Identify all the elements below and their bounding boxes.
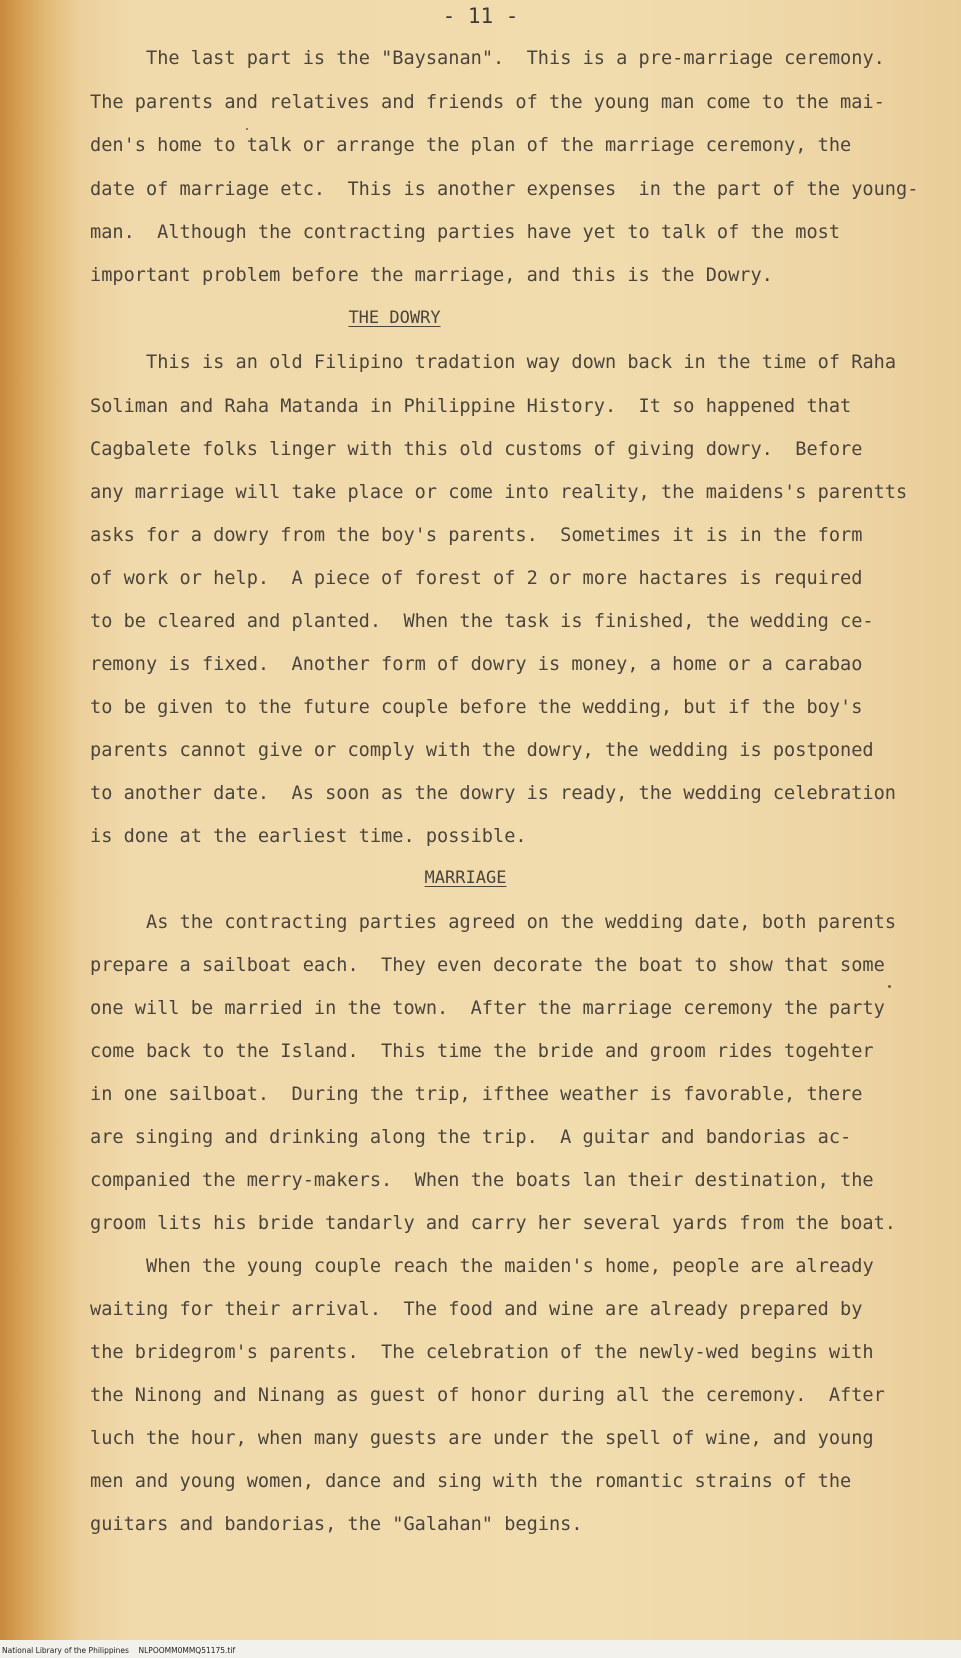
text-line: the bridegrom's parents. The celebration of the newly-wed begins with [90, 1342, 874, 1363]
paper-speck [888, 985, 891, 988]
text-line: in one sailboat. During the trip, ifthee weather is favorable, there [90, 1084, 863, 1105]
text-line: asks for a dowry from the boy's parents. Sometimes it is in the form [90, 525, 863, 546]
text-line: come back to the Island. This time the bride and groom rides togehter [90, 1041, 874, 1062]
text-line: groom lits his bride tandarly and carry her several yards from the boat. [90, 1213, 896, 1234]
text-line: When the young couple reach the maiden's home, people are already [146, 1256, 874, 1277]
archive-footer [2, 1646, 235, 1655]
text-line: important problem before the marriage, and this is the Dowry. [90, 265, 773, 286]
text-line: is done at the earliest time. possible. [90, 826, 527, 847]
text-line: the Ninong and Ninang as guest of honor during all the ceremony. After [90, 1385, 885, 1406]
text-line: date of marriage etc. This is another expenses in the part of the young- [90, 179, 919, 200]
text-line: of work or help. A piece of forest of 2 or more hactares is required [90, 568, 863, 589]
text-line: waiting for their arrival. The food and wine are already prepared by [90, 1299, 863, 1320]
text-line: to be cleared and planted. When the task is finished, the wedding ce- [90, 611, 874, 632]
text-line: prepare a sailboat each. They even decorate the boat to show that some [90, 955, 885, 976]
section-heading-marriage [0, 868, 946, 888]
text-line: to another date. As soon as the dowry is ready, the wedding celebration [90, 783, 896, 804]
text-line: any marriage will take place or come into reality, the maidens's parentts [90, 482, 908, 503]
text-line: Cagbalete folks linger with this old customs of giving dowry. Before [90, 439, 863, 460]
text-line: This is an old Filipino tradation way down back in the time of Raha [146, 352, 897, 373]
section-heading-dowry [0, 308, 875, 328]
footer-file-id: NLPOOMM0MMQ51175.tif [138, 1646, 236, 1655]
text-line: The parents and relatives and friends of the young man come to the mai- [90, 92, 885, 113]
text-line: to be given to the future couple before the wedding, but if the boy's [90, 697, 863, 718]
text-line: men and young women, dance and sing with the romantic strains of the [90, 1471, 852, 1492]
text-line: parents cannot give or comply with the dowry, the wedding is postponed [90, 740, 874, 761]
footer-institution: National Library of the Philippines [2, 1646, 129, 1655]
text-line: The last part is the "Baysanan". This is a pre-marriage ceremony. [146, 48, 885, 69]
paper-speck [246, 128, 248, 130]
section-heading-text: MARRIAGE [424, 868, 507, 888]
text-line: As the contracting parties agreed on the wedding date, both parents [146, 912, 897, 933]
text-line: luch the hour, when many guests are under the spell of wine, and young [90, 1428, 874, 1449]
text-line: remony is fixed. Another form of dowry is money, a home or a carabao [90, 654, 863, 675]
text-line: companied the merry-makers. When the boats lan their destination, the [90, 1170, 874, 1191]
page-number: - 11 - [442, 4, 519, 28]
text-line: Soliman and Raha Matanda in Philippine History. It so happened that [90, 396, 852, 417]
text-line: guitars and bandorias, the "Galahan" begins. [90, 1514, 583, 1535]
text-line: man. Although the contracting parties have yet to talk of the most [90, 222, 841, 243]
text-line: den's home to talk or arrange the plan of the marriage ceremony, the [90, 135, 852, 156]
section-heading-text: THE DOWRY [348, 308, 441, 328]
text-line: are singing and drinking along the trip. A guitar and bandorias ac- [90, 1127, 852, 1148]
text-line: one will be married in the town. After the marriage ceremony the party [90, 998, 885, 1019]
